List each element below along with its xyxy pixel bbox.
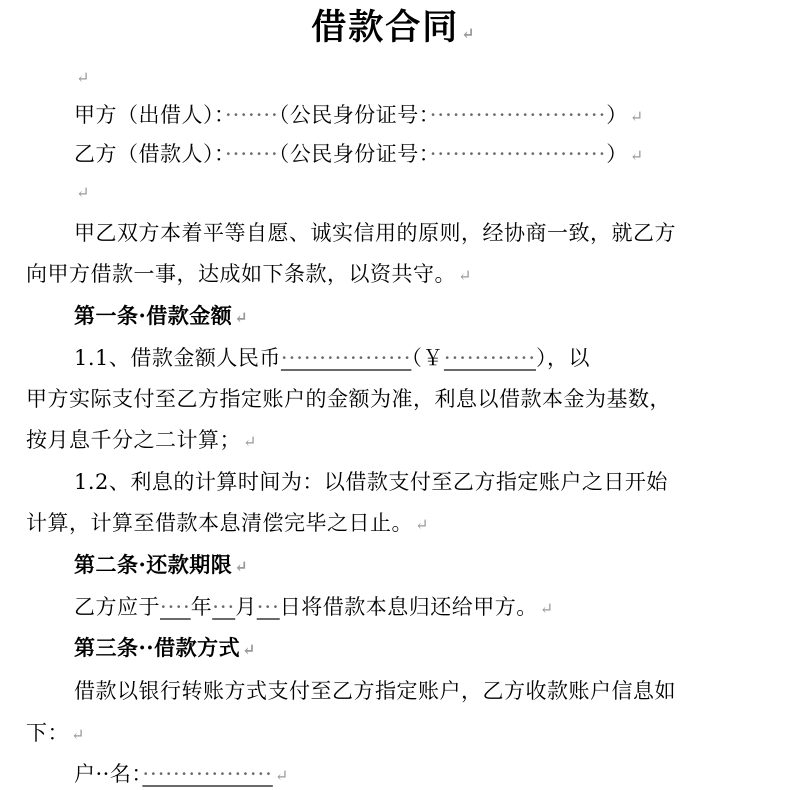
paragraph-mark-icon: ↵ — [415, 515, 429, 534]
article-2-heading: 第二条·还款期限 ↵ — [74, 552, 249, 577]
paragraph-mark-icon: ↵ — [76, 68, 90, 87]
name-blank: ······· — [225, 142, 279, 166]
paragraph-mark-icon: ↵ — [274, 766, 289, 785]
id-number-blank: ······················· — [429, 103, 607, 127]
empty-paragraph — [74, 62, 766, 90]
paragraph-mark-icon: ↵ — [76, 183, 90, 202]
paragraph-mark-icon: ↵ — [458, 266, 472, 285]
intro-line-1: 甲乙双方本着平等自愿、诚实信用的原则，经协商一致，就乙方 — [74, 221, 676, 245]
paragraph-mark-icon: ↵ — [243, 432, 257, 451]
paragraph-mark-icon: ↵ — [242, 640, 257, 659]
amount-blank: ················· — [280, 346, 412, 370]
empty-paragraph — [74, 177, 766, 205]
yen-amount-blank: ············ — [443, 346, 536, 370]
month-blank: ··· — [212, 595, 236, 619]
party-b-line: 乙方（借款人）：·······（公民身份证号：·······················） ↵ — [74, 142, 644, 166]
article-1-heading: 第一条·借款金额 ↵ — [74, 303, 249, 328]
clause-1-1-line-2: 甲方实际支付至乙方指定账户的金额为准，利息以借款本金为基数， — [26, 387, 671, 411]
name-blank: ······· — [225, 103, 279, 127]
clause-1-2-line-1: 1.2、利息的计算时间为：以借款支付至乙方指定账户之日开始 — [74, 470, 668, 494]
paragraph-mark-icon: ↵ — [234, 308, 249, 327]
article-3-line-1: 借款以银行转账方式支付至乙方指定账户，乙方收款账户信息如 — [74, 679, 676, 703]
day-blank: ··· — [256, 595, 280, 619]
party-a-line: 甲方（出借人）：·······（公民身份证号：·······················） ↵ — [74, 103, 644, 127]
id-number-blank: ······················· — [429, 142, 607, 166]
paragraph-mark-icon: ↵ — [539, 599, 554, 618]
clause-1-2-line-2: 计算，计算至借款本息清偿完毕之日止。 ↵ — [26, 511, 429, 535]
article-3-line-2: 下： ↵ — [26, 721, 85, 745]
account-name-line: 户··名：················· ↵ — [74, 762, 289, 786]
paragraph-mark-icon: ↵ — [629, 107, 644, 126]
document-title: 借款合同 ↵ — [311, 7, 477, 48]
clause-1-1-line-3: 按月息千分之二计算； ↵ — [26, 428, 257, 452]
paragraph-mark-icon: ↵ — [461, 24, 477, 43]
intro-line-2: 向甲方借款一事，达成如下条款，以资共守。 ↵ — [26, 262, 472, 286]
repayment-date-line: 乙方应于····年···月···日将借款本息归还给甲方。 ↵ — [74, 595, 554, 619]
year-blank: ···· — [160, 595, 191, 619]
account-name-blank: ················· — [142, 762, 273, 786]
clause-1-1-line-1: 1.1、借款金额人民币·················（￥············），以 — [74, 346, 590, 370]
paragraph-mark-icon: ↵ — [629, 146, 644, 165]
paragraph-mark-icon: ↵ — [234, 557, 249, 576]
article-3-heading: 第三条··借款方式 ↵ — [74, 635, 257, 660]
paragraph-mark-icon: ↵ — [71, 725, 85, 744]
